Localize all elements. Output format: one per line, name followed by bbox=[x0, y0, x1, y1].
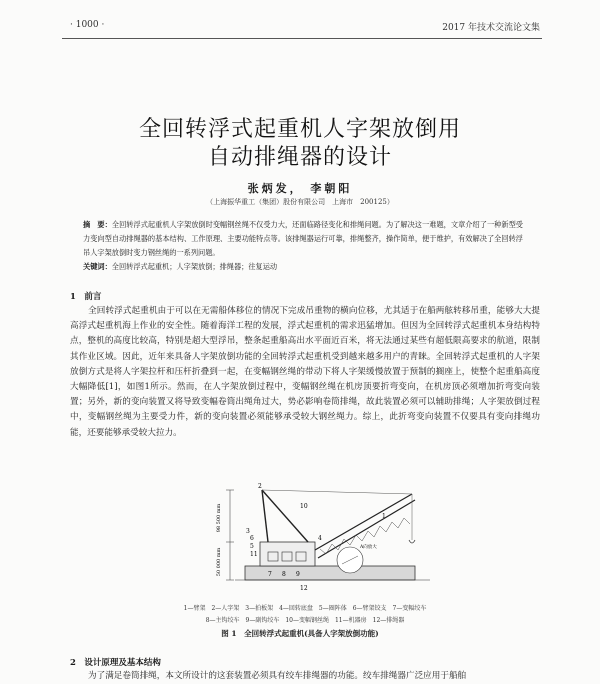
section-1-body bbox=[70, 304, 540, 476]
label-2: 2 bbox=[258, 483, 262, 490]
label-7: 7 bbox=[268, 571, 272, 578]
section-2-body bbox=[70, 669, 540, 684]
hook bbox=[409, 540, 415, 543]
abstract bbox=[83, 218, 523, 260]
figure-legend-line-2: 8—主钩绞车 9—副钩绞车 10—变幅钢丝绳 11—机器房 12—排绳器 bbox=[205, 617, 405, 624]
boom-top-chord bbox=[315, 494, 412, 550]
section-1-text: 全回转浮式起重机由于可以在无需船体移位的情况下完成吊重物的横向位移，尤其适于在船两舷转移吊重，能够大大提高浮式起重机海上作业的安全性。随着海洋工程的发展，浮式起重机的需求迅猛增加。但因为全回转浮式起重机本身结构特点，整机的高度比较高，特别是超大型浮吊，整条起重船高出水平面近百米，将无法通过某些有超低限高要求的航道，限制其作业区域。因此，近年来具备人字架放倒功能的全回转浮式起重机受到越来越多用户的青睐。全回转浮式起重机的人字架放倒方式是将人字架拉杆和压杆折叠到一起，在变幅钢丝绳的带动下将人字架缓慢放置于预制的搁座上，使整个起重船高度大幅降低[1]，如图1所示。然而，在人字架放倒过程中，变幅钢丝绳在机房顶要折弯变向，在机房顶必须增加折弯变向装置；另外，新的变向装置又将导致变幅卷筒出绳角过大，势必影响卷筒排绳，故此装置必须可以辅助排绳；人字架放倒过程中，变幅钢丝绳为主要受力件，新的变向装置必须能够承受较大钢丝绳力。综上，此折弯变向装置不仅要具有变向排绳功能，还要能够承受较大拉力。 bbox=[70, 306, 540, 438]
label-12: 12 bbox=[300, 585, 308, 592]
a-frame-strut bbox=[262, 490, 308, 542]
dim-98500: 98 500 mm bbox=[216, 503, 222, 533]
keywords-text: 全回转浮式起重机；人字架放倒；排绳器；往复运动 bbox=[111, 262, 278, 271]
luffing-rope bbox=[262, 490, 412, 494]
label-5: 5 bbox=[250, 543, 254, 550]
section-2-heading: 2 设计原理及基本结构 bbox=[70, 658, 161, 668]
figure-legend-line-1: 1—臂架 2—人字架 3—拍板架 4—回转底盘 5—圈阵体 6—臂架铰支 7—变幅绞车 bbox=[183, 605, 427, 612]
label-9: 9 bbox=[296, 571, 300, 578]
journal-name: 2017 年技术交流论文集 bbox=[442, 23, 540, 33]
label-10: 10 bbox=[300, 503, 308, 510]
label-11: 11 bbox=[250, 551, 258, 558]
label-6: 6 bbox=[250, 535, 254, 542]
page-number: · 1000 · bbox=[70, 20, 105, 30]
a-frame-leg bbox=[262, 490, 268, 542]
abstract-text: 全回转浮式起重机人字架放倒时变幅钢丝绳不仅受力大，还面临路径变化和排绳问题。为了解决这一难题，文章介绍了一种新型受力变向型自动排绳器的基本结构、工作原理、主要功能特点等。该排绳器运行可靠，排绳整齐，操作简单，便于维护，有效解决了全回转浮吊人字架放倒时变力钢丝绳的一系列问题。 bbox=[83, 220, 523, 257]
authors: 张炳发， 李朝阳 bbox=[247, 182, 353, 195]
section-2-text: 为了满足卷筒排绳，本文所设计的这套装置必须具有绞车排绳器的功能。绞车排绳器广泛应用于船舶 bbox=[88, 671, 467, 681]
section-1-heading: 1 前言 bbox=[70, 292, 102, 302]
crane-drawing bbox=[150, 478, 470, 598]
label-1: 1 bbox=[382, 513, 386, 520]
abstract-label: 摘 要： bbox=[83, 220, 112, 229]
dim-50000: 50 000 mm bbox=[216, 547, 222, 577]
title-line-1: 全回转浮式起重机人字架放倒用 bbox=[138, 117, 461, 142]
title-line-2: 自动排绳器的设计 bbox=[207, 145, 392, 170]
crane-figure bbox=[150, 478, 470, 598]
detail-label: A向放大 bbox=[360, 545, 377, 550]
keywords bbox=[83, 262, 523, 272]
header-rule bbox=[62, 38, 542, 39]
figure-caption: 图 1 全回转浮式起重机(具备人字架放倒功能) bbox=[221, 629, 379, 638]
label-4: 4 bbox=[318, 535, 322, 542]
label-3: 3 bbox=[246, 528, 250, 535]
affiliation: （上海振华重工（集团）股份有限公司 上海市 200125） bbox=[206, 198, 394, 206]
label-8: 8 bbox=[282, 571, 286, 578]
keywords-label: 关键词： bbox=[83, 262, 112, 271]
